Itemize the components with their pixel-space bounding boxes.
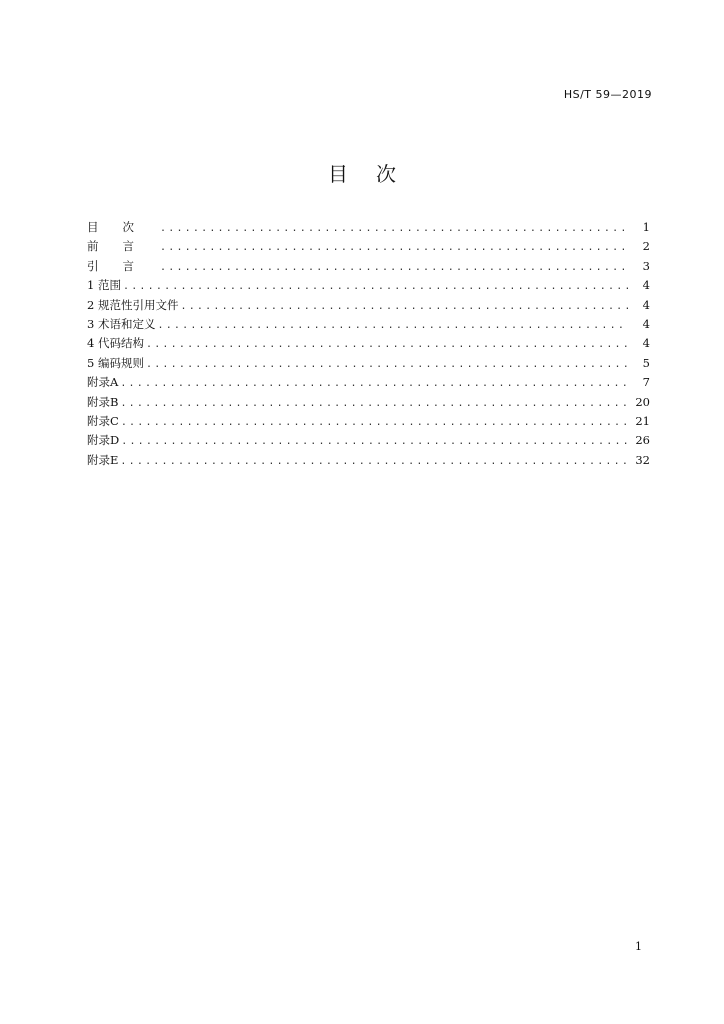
toc-leader-dots (146, 359, 628, 370)
toc-leader-dots (120, 456, 628, 467)
toc-leader-dots (160, 223, 628, 234)
toc-entry-label: 引言 (87, 258, 158, 273)
standard-code: HS/T 59—2019 (563, 88, 652, 101)
toc-entry[interactable] (87, 374, 650, 393)
toc-entry-label: 附录A (87, 375, 119, 390)
toc-entry-page: 2 (642, 239, 650, 254)
toc-entry-page: 26 (635, 433, 650, 448)
toc-leader-dots (120, 398, 628, 409)
toc-entry-label: 3 术语和定义 (87, 316, 156, 331)
toc-entry-page: 7 (642, 375, 650, 390)
toc-entry[interactable] (87, 452, 650, 471)
toc-leader-dots (160, 262, 628, 273)
toc-leader-dots (123, 281, 628, 292)
page-number: 1 (635, 940, 642, 953)
toc-entry[interactable] (87, 413, 650, 432)
toc-entry[interactable] (87, 335, 650, 354)
toc-entry-page: 4 (642, 316, 650, 331)
toc-entry-label: 目次 (87, 220, 158, 234)
toc-entry-label: 附录D (87, 433, 120, 448)
toc-entry-page: 4 (642, 336, 650, 351)
toc-entry-page: 20 (635, 394, 650, 409)
table-of-contents (87, 219, 650, 471)
toc-entry[interactable] (87, 316, 650, 335)
toc-leader-dots (120, 378, 628, 389)
toc-entry[interactable] (87, 238, 650, 257)
toc-entry[interactable] (87, 297, 650, 316)
toc-entry[interactable] (87, 277, 650, 296)
toc-leader-dots (121, 417, 628, 428)
toc-entry[interactable] (87, 432, 650, 451)
toc-entry-page: 32 (635, 452, 650, 467)
toc-leader-dots (146, 339, 628, 350)
page-title: 目次 (328, 162, 424, 186)
toc-entry-label: 附录B (87, 394, 119, 409)
toc-entry-label: 前言 (87, 239, 158, 254)
toc-entry[interactable] (87, 394, 650, 413)
toc-leader-dots (121, 436, 628, 447)
toc-entry-page: 5 (642, 355, 650, 370)
toc-entry-label: 4 代码结构 (87, 336, 144, 351)
toc-leader-dots (157, 320, 628, 331)
toc-entry-page: 1 (642, 220, 650, 234)
toc-entry-label: 5 编码规则 (87, 355, 144, 370)
toc-entry[interactable] (87, 219, 650, 238)
toc-entry[interactable] (87, 355, 650, 374)
toc-entry-label: 附录E (87, 452, 119, 467)
toc-entry-label: 1 范围 (87, 278, 121, 293)
toc-entry-page: 4 (642, 278, 650, 293)
toc-leader-dots (180, 301, 628, 312)
toc-entry-page: 4 (642, 297, 650, 312)
toc-entry-page: 3 (642, 258, 650, 273)
toc-entry[interactable] (87, 258, 650, 277)
toc-entry-page: 21 (635, 413, 650, 428)
toc-entry-label: 2 规范性引用文件 (87, 297, 179, 312)
toc-leader-dots (160, 242, 628, 253)
toc-entry-label: 附录C (87, 413, 119, 428)
